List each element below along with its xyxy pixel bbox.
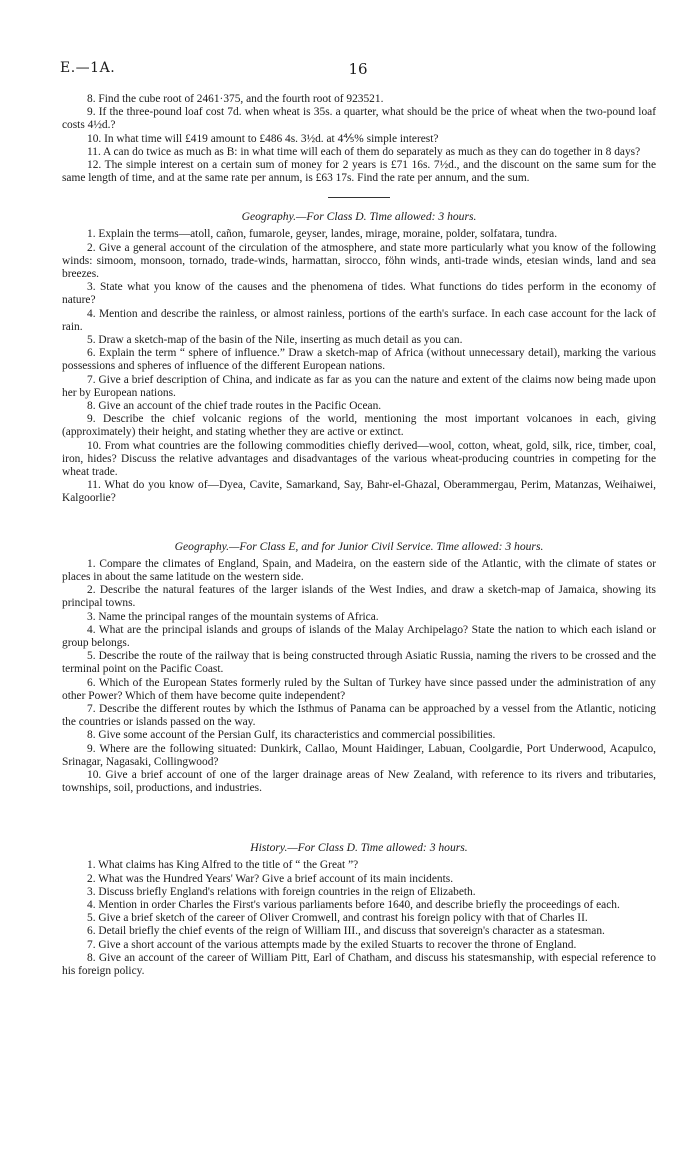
question: 1. Compare the climates of England, Spain, and Madeira, on the eastern side of the Atlantic, with the climate of states or places in about the same latitude on the western side.: [62, 557, 656, 583]
question: 9. Where are the following situated: Dunkirk, Callao, Mount Haidinger, Labuan, Coolgardie, Port Underwood, Acapulco, Srinagar, Nagasaki, Collingwood?: [62, 742, 656, 768]
document-reference: E.—1A.: [60, 60, 116, 76]
question: 4. Mention in order Charles the First's various parliaments before 1640, and describe briefly the proceedings of each.: [87, 898, 620, 911]
question: 10. From what countries are the following commodities chiefly derived—wool, cotton, wheat, gold, silk, rice, timber, coal, iron, hides? Discuss the relative advantages and disadvantages of the various wheat-producing countries in competing for the wheat trade.: [62, 439, 656, 479]
question: 7. Describe the different routes by which the Isthmus of Panama can be approached by a vessel from the Atlantic, noticing the countries or islands passed on the way.: [62, 702, 656, 729]
question: 8. Give an account of the career of William Pitt, Earl of Chatham, and discuss his statesmanship, with especial reference to his foreign policy.: [62, 951, 656, 977]
page-header: [60, 60, 656, 82]
section-title: History.—For Class D. Time allowed: 3 hours.: [250, 841, 468, 855]
question: 9. Describe the chief volcanic regions of the world, mentioning the most important volcanoes in each, giving (approximately) their height, and stating whether they are active or extinct.: [62, 413, 656, 439]
question: 10. In what time will £419 amount to £486 4s. 3½d. at 4⅘% simple interest?: [87, 132, 439, 145]
history-class-d-section: [62, 841, 656, 978]
question: 11. What do you know of—Dyea, Cavite, Samarkand, Say, Bahr-el-Ghazal, Oberammergau, Perim, Matanzas, Weihaiwei, Kalgoorlie?: [62, 479, 656, 505]
section-divider: [328, 197, 390, 198]
spacer: [62, 506, 656, 528]
question: 6. Detail briefly the chief events of the reign of William III., and discuss that sovereign's character as a statesman.: [87, 925, 605, 938]
question: 4. Mention and describe the rainless, or almost rainless, portions of the earth's surface. In each case account for the lack of rain.: [62, 307, 656, 333]
section-title: Geography.—For Class D. Time allowed: 3 hours.: [241, 210, 477, 224]
question: 9. If the three-pound loaf cost 7d. when wheat is 35s. a quarter, what should be the price of wheat when the two-pound loaf costs 4½d.?: [62, 106, 656, 132]
question: 4. What are the principal islands and groups of islands of the Malay Archipelago? State the nation to which each island or group belongs.: [62, 623, 656, 649]
spacer: [62, 795, 656, 829]
geography-class-e-section: [62, 540, 656, 796]
question: 1. Explain the terms—atoll, cañon, fumarole, geyser, landes, mirage, moraine, polder, solfatara, tundra.: [87, 228, 558, 241]
question: 8. Give some account of the Persian Gulf, its characteristics and commercial possibilities.: [87, 729, 496, 742]
question: 2. Describe the natural features of the larger islands of the West Indies, and draw a sketch-map of Jamaica, showing its principal towns.: [62, 584, 656, 610]
arithmetic-questions: [62, 93, 656, 185]
question: 3. State what you know of the causes and the phenomena of tides. What functions do tides perform in the economy of nature?: [62, 281, 656, 307]
question: 12. The simple interest on a certain sum of money for 2 years is £71 16s. 7½d., and the discount on the same sum for the same length of time, and at the same rate per annum, is £63 17s. Find the rate per annum, and the sum.: [62, 159, 656, 185]
question: 2. Give a general account of the circulation of the atmosphere, and state more particularly what you know of the following winds: simoom, monsoon, tornado, trade-winds, harmattan, sirocco, föhn winds, anti-trade winds, etesian winds, land and sea breezes.: [62, 241, 656, 281]
question: 8. Give an account of the chief trade routes in the Pacific Ocean.: [87, 400, 382, 413]
question: 5. Draw a sketch-map of the basin of the Nile, inserting as much detail as you can.: [87, 334, 463, 347]
page-number: 16: [348, 60, 368, 78]
question: 6. Which of the European States formerly ruled by the Sultan of Turkey have since passed under the administration of any other Power? Which of them have become quite independent?: [62, 676, 656, 702]
section-title: Geography.—For Class E, and for Junior Civil Service. Time allowed: 3 hours.: [174, 539, 544, 553]
question: 6. Explain the term “ sphere of influence.” Draw a sketch-map of Africa (without unnecessary detail), marking the various possessions and spheres of influence of the different European nations.: [62, 347, 656, 373]
question: 8. Find the cube root of 2461·375, and the fourth root of 923521.: [87, 93, 384, 105]
question: 3. Discuss briefly England's relations with foreign countries in the reign of Elizabeth.: [87, 885, 476, 898]
question: 1. What claims has King Alfred to the title of “ the Great ”?: [87, 859, 359, 872]
question: 11. A can do twice as much as B: in what time will each of them do separately as much as they can do together in 8 days?: [87, 145, 641, 158]
question: 3. Name the principal ranges of the mountain systems of Africa.: [87, 610, 379, 623]
question: 5. Describe the route of the railway that is being constructed through Asiatic Russia, naming the rivers to be crossed and the terminal point on the Pacific Coast.: [62, 650, 656, 676]
question: 2. What was the Hundred Years' War? Give a brief account of its main incidents.: [87, 872, 454, 885]
question: 7. Give a brief description of China, and indicate as far as you can the nature and extent of the claims now being made upon her by European nations.: [62, 373, 656, 399]
question: 10. Give a brief account of one of the larger drainage areas of New Zealand, with reference to its rivers and tributaries, townships, soil, productions, and industries.: [62, 768, 656, 795]
page-content: [62, 93, 656, 978]
question: 7. Give a short account of the various attempts made by the exiled Stuarts to recover the throne of England.: [87, 938, 577, 951]
question: 5. Give a brief sketch of the career of Oliver Cromwell, and contrast his foreign policy with that of Charles II.: [87, 912, 588, 925]
geography-class-d-section: [62, 210, 656, 505]
